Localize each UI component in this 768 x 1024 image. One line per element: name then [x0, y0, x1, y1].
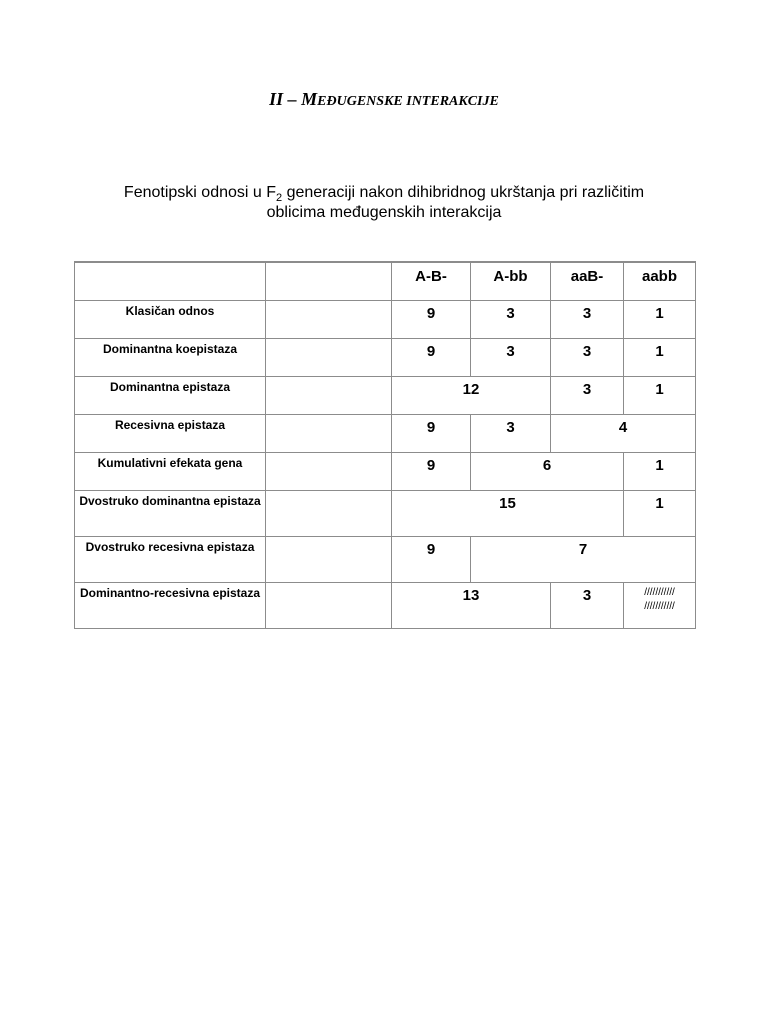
slash-line: ///////////	[644, 586, 675, 598]
page-title	[0, 88, 768, 113]
empty-cell	[266, 582, 392, 628]
row-label: Klasičan odnos	[75, 300, 266, 338]
row-label: Recesivna epistaza	[75, 414, 266, 452]
ratio-cell: 3	[551, 376, 624, 414]
empty-cell	[266, 300, 392, 338]
empty-cell	[266, 452, 392, 490]
row-label: Dominantno-recesivna epistaza	[75, 582, 266, 628]
ratio-cell: 6	[471, 452, 624, 490]
ratio-cell: 3	[551, 338, 624, 376]
title-first-letter: M	[301, 89, 318, 109]
ratio-cell: 1	[624, 300, 696, 338]
ratio-cell: 1	[624, 452, 696, 490]
ratio-cell: 9	[392, 300, 471, 338]
title-dash: –	[283, 89, 302, 109]
ratio-cell: 9	[392, 452, 471, 490]
empty-cell	[266, 490, 392, 536]
ratio-cell: 1	[624, 376, 696, 414]
table-row	[75, 338, 696, 376]
slash-line: ///////////	[644, 600, 675, 612]
ratio-cell: 9	[392, 536, 471, 582]
ratio-cell: 9	[392, 338, 471, 376]
ratio-cell: 12	[392, 376, 551, 414]
empty-cell	[266, 376, 392, 414]
ratio-cell: 1	[624, 338, 696, 376]
caption-subscript: 2	[276, 192, 283, 205]
caption-part1: Fenotipski odnosi u F	[123, 184, 276, 201]
ratio-cell: 3	[471, 300, 551, 338]
caption-line2: oblicima međugenskih interakcija	[266, 204, 502, 221]
empty-cell	[266, 414, 392, 452]
caption-part2: generaciji nakon dihibridnog ukrštanja pri različitim	[282, 184, 645, 201]
header-cell: aabb	[624, 262, 696, 300]
title-rest: EĐUGENSKE INTERAKCIJE	[317, 94, 499, 109]
header-cell: aaB-	[551, 262, 624, 300]
table-row	[75, 490, 696, 536]
table-row	[75, 376, 696, 414]
header-empty-extra	[266, 262, 392, 300]
row-label: Kumulativni efekata gena	[75, 452, 266, 490]
row-label: Dvostruko recesivna epistaza	[75, 536, 266, 582]
ratio-cell: 3	[551, 300, 624, 338]
ratio-cell: 3	[471, 414, 551, 452]
table-row	[75, 414, 696, 452]
row-label: Dominantna koepistaza	[75, 338, 266, 376]
header-cell: A-bb	[471, 262, 551, 300]
row-label: Dvostruko dominantna epistaza	[75, 490, 266, 536]
empty-cell	[266, 536, 392, 582]
ratio-cell: 3	[551, 582, 624, 628]
ratio-cell: 1	[624, 490, 696, 536]
header-cell: A-B-	[392, 262, 471, 300]
table-row	[75, 452, 696, 490]
table-caption	[60, 183, 708, 223]
ratio-cell: 3	[471, 338, 551, 376]
table-row	[75, 300, 696, 338]
ratio-cell: 9	[392, 414, 471, 452]
ratio-cell: 7	[471, 536, 696, 582]
header-empty-label	[75, 262, 266, 300]
phenotype-ratio-table	[74, 261, 696, 629]
title-roman: II	[269, 89, 284, 109]
not-applicable-cell	[624, 582, 696, 628]
table-row	[75, 536, 696, 582]
ratio-cell: 13	[392, 582, 551, 628]
empty-cell	[266, 338, 392, 376]
row-label: Dominantna epistaza	[75, 376, 266, 414]
ratio-cell: 15	[392, 490, 624, 536]
table-header-row	[75, 262, 696, 300]
ratio-cell: 4	[551, 414, 696, 452]
table-row	[75, 582, 696, 628]
